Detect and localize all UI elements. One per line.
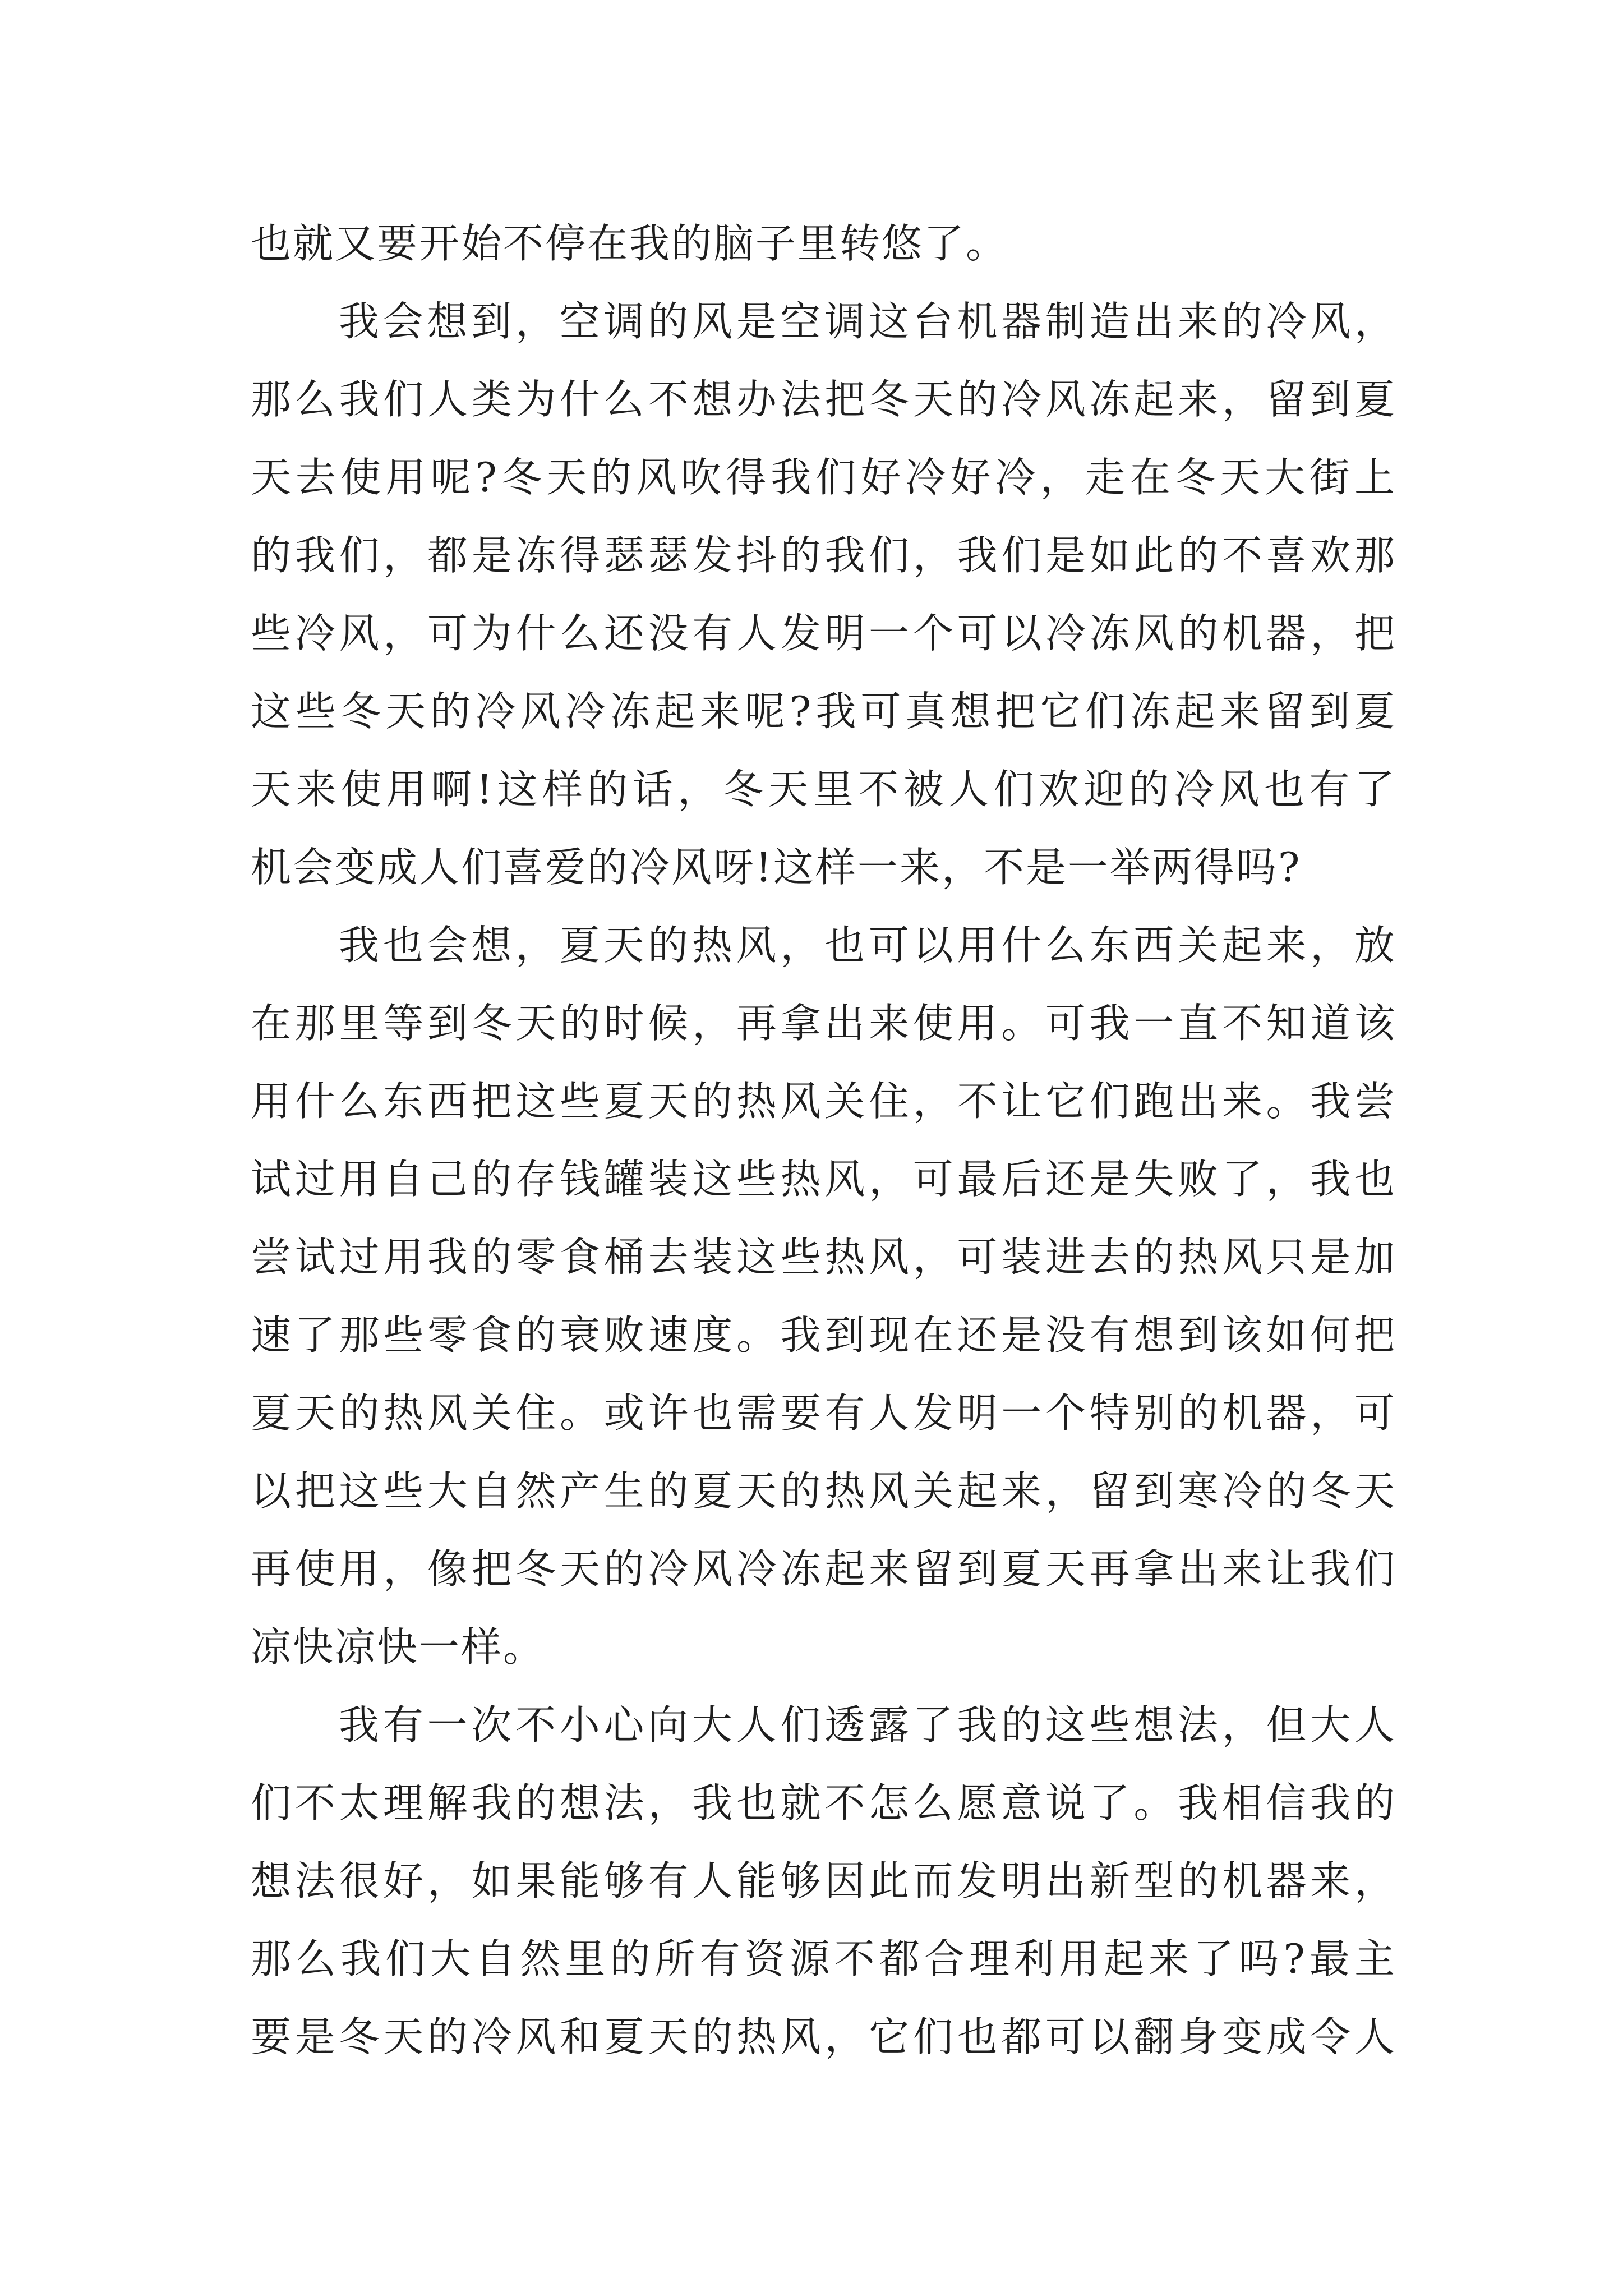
paragraph-sharing-ideas xyxy=(251,1686,1396,2076)
text-line: 那么我们人类为什么不想办法把冬天的冷风冻起来，留到夏 xyxy=(251,376,1396,423)
body-text xyxy=(251,205,1396,2076)
paragraph-winter-wind xyxy=(251,283,1396,907)
text-line: 也就又要开始不停在我的脑子里转悠了。 xyxy=(251,220,1008,267)
text-line: 的我们，都是冻得瑟瑟发抖的我们，我们是如此的不喜欢那 xyxy=(251,532,1396,579)
text-line: 们不太理解我的想法，我也就不怎么愿意说了。我相信我的 xyxy=(251,1779,1396,1826)
text-line: 尝试过用我的零食桶去装这些热风，可装进去的热风只是加 xyxy=(251,1234,1396,1281)
text-line: 用什么东西把这些夏天的热风关住，不让它们跑出来。我尝 xyxy=(251,1078,1396,1125)
text-line: 天去使用呢?冬天的风吹得我们好冷好冷，走在冬天大街上 xyxy=(251,454,1396,501)
text-line: 天来使用啊!这样的话，冬天里不被人们欢迎的冷风也有了 xyxy=(251,766,1396,813)
paragraph-summer-wind xyxy=(251,907,1396,1686)
text-line: 我有一次不小心向大人们透露了我的这些想法，但大人 xyxy=(339,1701,1396,1749)
paragraph-continuation xyxy=(251,205,1396,283)
text-line: 再使用，像把冬天的冷风冷冻起来留到夏天再拿出来让我们 xyxy=(251,1545,1396,1593)
text-line: 在那里等到冬天的时候，再拿出来使用。可我一直不知道该 xyxy=(251,1000,1396,1047)
text-line: 以把这些大自然产生的夏天的热风关起来，留到寒冷的冬天 xyxy=(251,1467,1396,1515)
text-line: 想法很好，如果能够有人能够因此而发明出新型的机器来， xyxy=(251,1857,1396,1904)
text-line: 我也会想，夏天的热风，也可以用什么东西关起来，放 xyxy=(339,922,1396,969)
text-line: 机会变成人们喜爱的冷风呀!这样一来，不是一举两得吗? xyxy=(251,844,1302,891)
text-line: 试过用自己的存钱罐装这些热风，可最后还是失败了，我也 xyxy=(251,1156,1396,1203)
text-line: 凉快凉快一样。 xyxy=(251,1623,546,1671)
text-line: 这些冬天的冷风冷冻起来呢?我可真想把它们冻起来留到夏 xyxy=(251,688,1396,735)
text-line: 要是冬天的冷风和夏天的热风，它们也都可以翻身变成令人 xyxy=(251,2013,1396,2060)
text-line: 速了那些零食的衰败速度。我到现在还是没有想到该如何把 xyxy=(251,1312,1396,1359)
text-line: 那么我们大自然里的所有资源不都合理利用起来了吗?最主 xyxy=(251,1935,1396,1982)
text-line: 些冷风，可为什么还没有人发明一个可以冷冻风的机器，把 xyxy=(251,610,1396,657)
text-line: 我会想到，空调的风是空调这台机器制造出来的冷风， xyxy=(339,298,1396,345)
text-line: 夏天的热风关住。或许也需要有人发明一个特别的机器，可 xyxy=(251,1389,1396,1437)
